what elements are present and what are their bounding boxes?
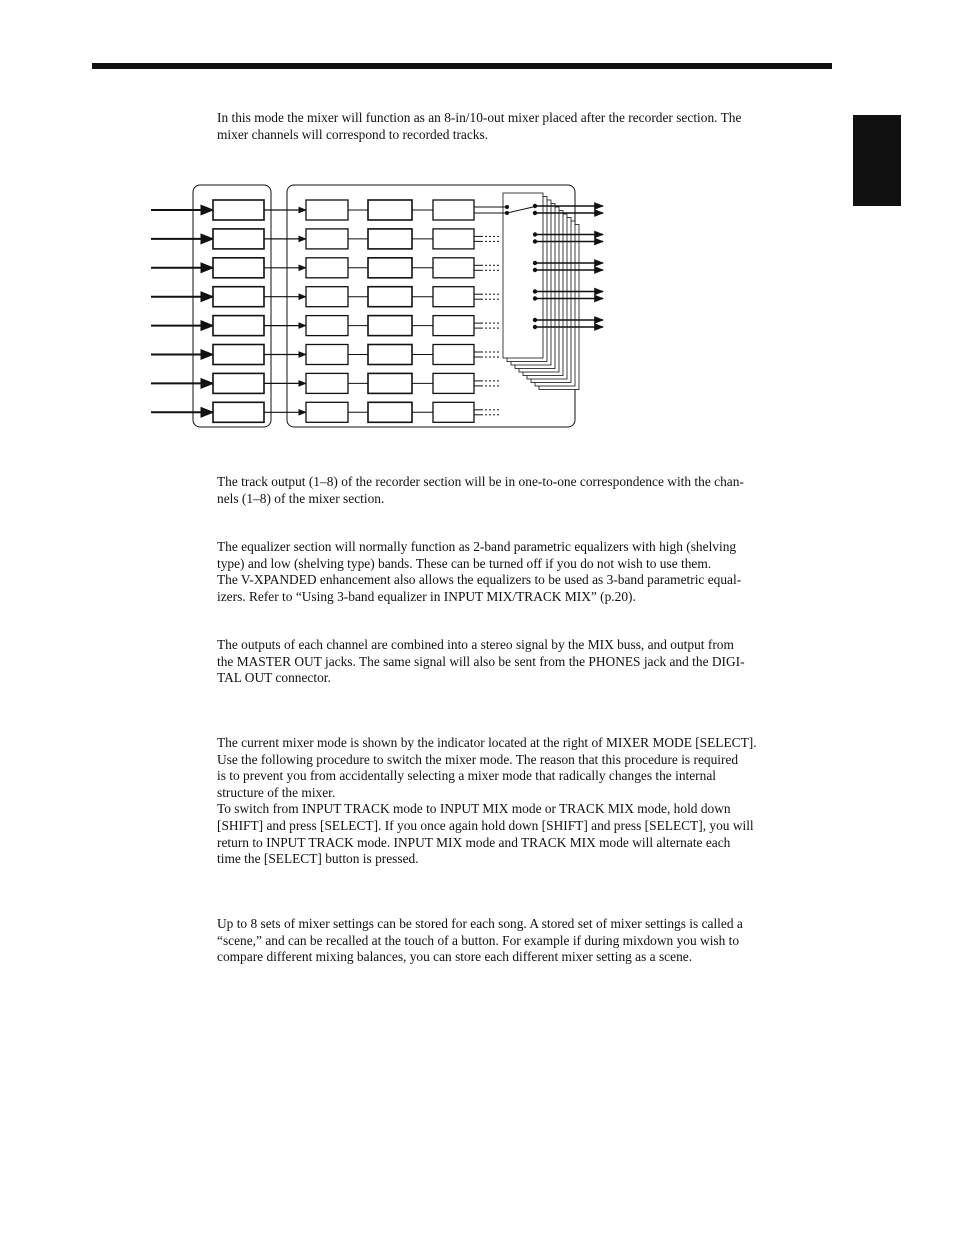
channel-fader-block (433, 258, 474, 278)
text-line: TAL OUT connector. (217, 670, 331, 686)
recorder-track-block (213, 258, 264, 278)
channel-fader-block (433, 316, 474, 336)
track-output-paragraph (217, 474, 789, 507)
recorder-track-block (213, 316, 264, 336)
channel-fader-block (433, 287, 474, 307)
text-line: nels (1–8) of the mixer section. (217, 490, 385, 506)
intro-paragraph (217, 110, 789, 143)
text-line: the MASTER OUT jacks. The same signal will also be sent from the PHONES jack and the DIGI- (217, 653, 745, 669)
text-line: “scene,” and can be recalled at the touch of a button. For example if during mixdown you wish to (217, 932, 740, 948)
scenes-paragraph (217, 916, 789, 966)
text-line: Up to 8 sets of mixer settings can be stored for each song. A stored set of mixer settings is called a (217, 916, 743, 931)
channel-eq-block (368, 316, 412, 336)
text-line: The V-XPANDED enhancement also allows the equalizers to be used as 3-band parametric equal- (217, 572, 742, 588)
text-line: structure of the mixer. (217, 784, 336, 800)
text-line: To switch from INPUT TRACK mode to INPUT MIX mode or TRACK MIX mode, hold down (217, 801, 731, 817)
channel-eq-block (368, 402, 412, 422)
channel-fader-block (433, 229, 474, 249)
channel-fader-block (433, 373, 474, 393)
recorder-track-block (213, 373, 264, 393)
channel-input-block (306, 258, 348, 278)
channel-fader-block (433, 200, 474, 220)
channel-input-block (306, 373, 348, 393)
text-line: The current mixer mode is shown by the indicator located at the right of MIXER MODE [SELECT]. (217, 735, 757, 750)
recorder-track-block (213, 402, 264, 422)
recorder-track-block (213, 287, 264, 307)
channel-eq-block (368, 200, 412, 220)
channel-eq-block (368, 287, 412, 307)
channel-fader-block (433, 402, 474, 422)
text-line: izers. Refer to “Using 3-band equalizer in INPUT MIX/TRACK MIX” (p.20). (217, 588, 636, 604)
channel-input-block (306, 287, 348, 307)
mixer-block-diagram (140, 180, 620, 435)
mix-buss-plate (503, 193, 543, 358)
text-line: The equalizer section will normally function as 2-band parametric equalizers with high (shelving (217, 539, 737, 554)
mix-buss-paragraph (217, 637, 789, 687)
section-tab-marker (853, 115, 901, 206)
channel-input-block (306, 200, 348, 220)
recorder-track-block (213, 345, 264, 365)
text-line: compare different mixing balances, you can store each different mixer setting as a scene. (217, 949, 693, 965)
text-line: In this mode the mixer will function as an 8-in/10-out mixer placed after the recorder section. The (217, 110, 742, 125)
diagram-content (151, 185, 603, 427)
channel-input-block (306, 345, 348, 365)
channel-eq-block (368, 345, 412, 365)
text-line: The track output (1–8) of the recorder section will be in one-to-one correspondence with the chan- (217, 474, 744, 489)
text-line: time the [SELECT] button is pressed. (217, 851, 419, 867)
text-line: type) and low (shelving type) bands. These can be turned off if you do not wish to use them. (217, 555, 712, 571)
channel-input-block (306, 229, 348, 249)
text-line: return to INPUT TRACK mode. INPUT MIX mode and TRACK MIX mode will alternate each (217, 834, 731, 850)
channel-fader-block (433, 345, 474, 365)
channel-eq-block (368, 373, 412, 393)
channel-eq-block (368, 229, 412, 249)
text-line: is to prevent you from accidentally selecting a mixer mode that radically changes the internal (217, 768, 716, 784)
recorder-track-block (213, 229, 264, 249)
equalizer-paragraph (217, 539, 789, 605)
recorder-track-block (213, 200, 264, 220)
mode-switch-paragraph (217, 735, 789, 868)
channel-input-block (306, 402, 348, 422)
text-line: The outputs of each channel are combined into a stereo signal by the MIX buss, and output from (217, 637, 734, 652)
text-line: mixer channels will correspond to recorded tracks. (217, 126, 489, 142)
bus-junction-dot (505, 205, 509, 209)
header-rule (92, 63, 832, 69)
text-line: Use the following procedure to switch the mixer mode. The reason that this procedure is required (217, 751, 739, 767)
channel-input-block (306, 316, 348, 336)
channel-eq-block (368, 258, 412, 278)
text-line: [SHIFT] and press [SELECT]. If you once again hold down [SHIFT] and press [SELECT], you will (217, 817, 754, 833)
